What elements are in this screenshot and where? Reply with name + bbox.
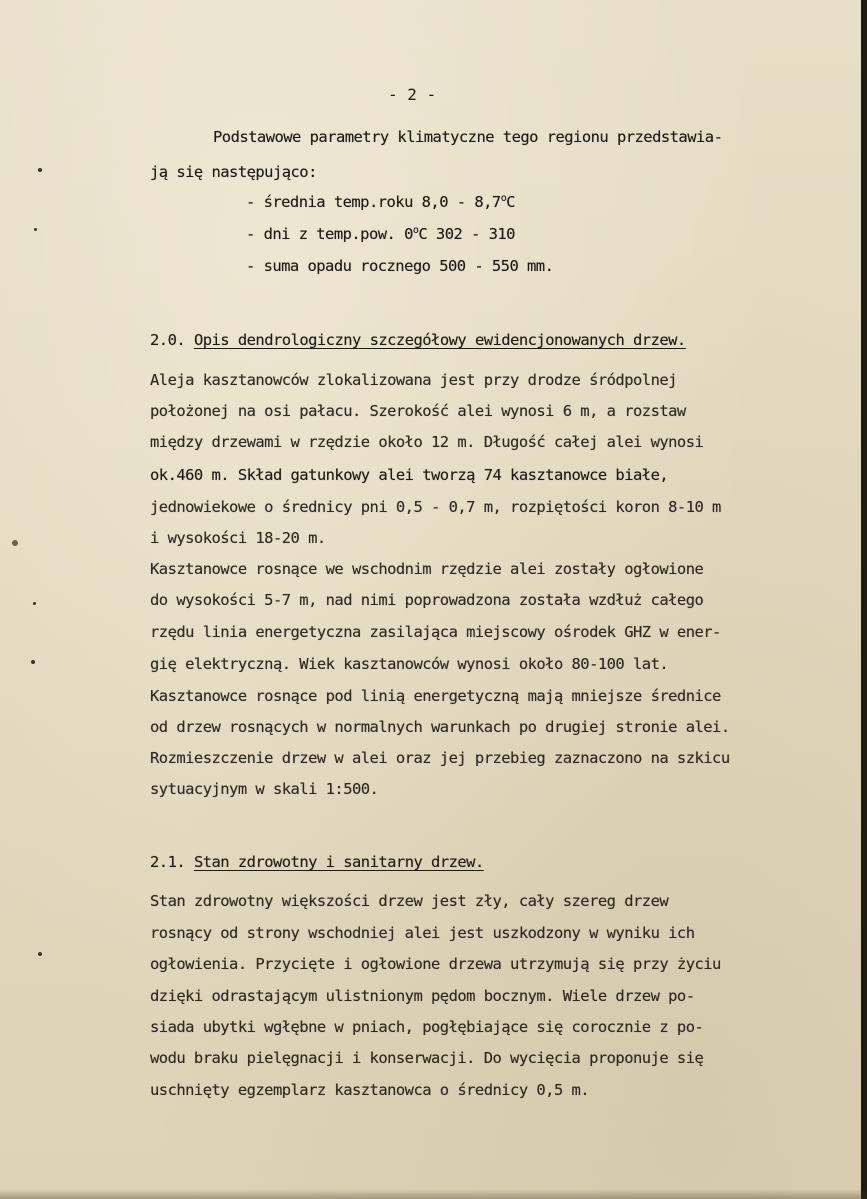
climate-item-text: - średnia temp.roku 8,0 - 8,7 bbox=[246, 193, 501, 211]
margin-mark bbox=[34, 228, 37, 231]
paragraph-line: siada ubytki wgłębne w pniach, pogłębiające się corocznie z po- bbox=[150, 1018, 704, 1036]
margin-mark bbox=[12, 540, 18, 546]
page-number: - 2 - bbox=[388, 85, 437, 104]
paragraph-line: do wysokości 5-7 m, nad nimi poprowadzona została wzdłuż całego bbox=[150, 591, 704, 609]
paragraph-line: uschnięty egzemplarz kasztanowca o średnicy 0,5 m. bbox=[150, 1081, 590, 1099]
paragraph-line: Stan zdrowotny większości drzew jest zły, cały szereg drzew bbox=[150, 892, 669, 910]
paragraph-line: i wysokości 18-20 m. bbox=[150, 529, 326, 547]
climate-item-text: - dni z temp.pow. 0 bbox=[246, 225, 413, 243]
margin-mark bbox=[38, 952, 42, 956]
climate-item bbox=[246, 192, 515, 212]
scan-edge-right bbox=[861, 0, 867, 1199]
climate-item-unit: C 302 - 310 bbox=[418, 225, 515, 243]
section-number: 2.1. bbox=[150, 853, 186, 871]
climate-item-unit: C bbox=[506, 193, 515, 211]
paragraph-line: gię elektryczną. Wiek kasztanowców wynosi około 80-100 lat. bbox=[150, 655, 669, 673]
section-heading-2-0 bbox=[150, 330, 686, 350]
margin-mark bbox=[31, 660, 35, 664]
climate-item bbox=[246, 224, 515, 244]
climate-intro-line: Podstawowe parametry klimatyczne tego regionu przedstawia- bbox=[213, 128, 723, 146]
paragraph-line: Kasztanowce rosnące we wschodnim rzędzie alei zostały ogłowione bbox=[150, 560, 704, 578]
margin-mark bbox=[38, 168, 42, 172]
climate-item bbox=[246, 256, 553, 276]
paragraph-line: wodu braku pielęgnacji i konserwacji. Do wycięcia proponuje się bbox=[150, 1049, 704, 1067]
degree-symbol: o bbox=[500, 192, 507, 204]
climate-intro-line: ją się następująco: bbox=[150, 163, 317, 181]
section-number: 2.0. bbox=[150, 331, 186, 349]
margin-mark bbox=[33, 602, 36, 605]
paragraph-line: Kasztanowce rosnące pod linią energetyczną mają mniejsze średnice bbox=[150, 687, 721, 705]
paragraph-line: rzędu linia energetyczna zasilająca miejscowy ośrodek GHZ w ener- bbox=[150, 623, 721, 641]
paragraph-line: od drzew rosnących w normalnych warunkach po drugiej stronie alei. bbox=[150, 718, 730, 736]
scan-edge-bottom bbox=[0, 1189, 867, 1199]
paragraph-line: położonej na osi pałacu. Szerokość alei wynosi 6 m, a rozstaw bbox=[150, 402, 686, 420]
section-heading-2-1 bbox=[150, 852, 484, 872]
climate-item-text: - suma opadu rocznego 500 - 550 mm. bbox=[246, 257, 554, 275]
paragraph-line: między drzewami w rzędzie około 12 m. Długość całej alei wynosi bbox=[150, 433, 704, 451]
paragraph-line: dzięki odrastającym ulistnionym pędom bocznym. Wiele drzew po- bbox=[150, 987, 695, 1005]
section-title: Stan zdrowotny i sanitarny drzew. bbox=[193, 853, 484, 871]
paragraph-line: rosnący od strony wschodniej alei jest uszkodzony w wyniku ich bbox=[150, 924, 695, 942]
degree-symbol: o bbox=[412, 224, 419, 236]
paragraph-line: ok.460 m. Skład gatunkowy alei tworzą 74 kasztanowce białe, bbox=[150, 466, 669, 484]
section-title: Opis dendrologiczny szczegółowy ewidencjonowanych drzew. bbox=[193, 331, 686, 349]
paragraph-line: jednowiekowe o średnicy pni 0,5 - 0,7 m, rozpiętości koron 8-10 m bbox=[150, 498, 721, 516]
paragraph-line: sytuacyjnym w skali 1:500. bbox=[150, 780, 379, 798]
paragraph-line: ogłowienia. Przycięte i ogłowione drzewa utrzymują się przy życiu bbox=[150, 955, 721, 973]
paragraph-line: Rozmieszczenie drzew w alei oraz jej przebieg zaznaczono na szkicu bbox=[150, 749, 730, 767]
paragraph-line: Aleja kasztanowców zlokalizowana jest przy drodze śródpolnej bbox=[150, 371, 677, 389]
